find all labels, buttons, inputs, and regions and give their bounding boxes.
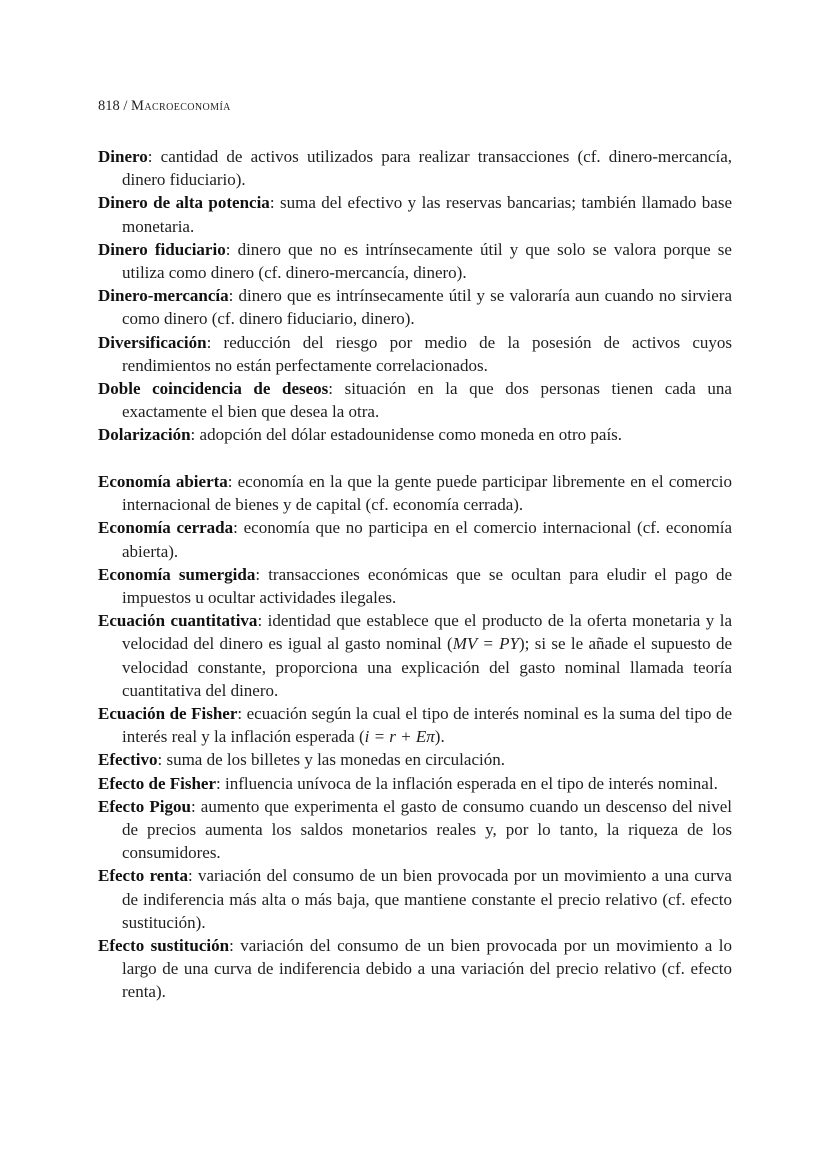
entry-term: Ecuación de Fisher <box>98 704 238 724</box>
entry-term: Economía sumergida <box>98 564 256 584</box>
entry-definition: adopción del dólar estadounidense como moneda en otro país. <box>199 425 623 445</box>
entry-definition-before: identidad que establece que el producto de la oferta monetaria y la velocidad del dinero es igual al gasto nominal ( <box>122 611 732 654</box>
entry-term: Diversificación <box>98 332 207 352</box>
glossary-entry: Ecuación cuantitativa: identidad que establece que el producto de la oferta monetaria y la velocidad del dinero es igual al gasto nominal (MV = PY); si se le añade el supuesto de velocidad constante, proporciona una explicación del gasto nominal llamada teoría cuantitativa del dinero. <box>98 611 733 700</box>
section-title: Macroeconomía <box>131 98 231 114</box>
entry-formula: MV = PY <box>452 634 519 654</box>
header-separator: / <box>123 98 128 114</box>
page-number: 818 <box>98 98 120 114</box>
entry-definition: cantidad de activos utilizados para realizar transacciones (cf. dinero-mercancía, dinero fiduciario). <box>122 147 732 190</box>
entry-definition: suma de los billetes y las monedas en circulación. <box>166 750 505 770</box>
glossary-entry: Efectivo: suma de los billetes y las monedas en circulación. <box>98 750 505 770</box>
glossary-entry: Dolarización: adopción del dólar estadounidense como moneda en otro país. <box>98 425 623 445</box>
entry-term: Economía cerrada <box>98 518 234 538</box>
glossary-entry: Economía abierta: economía en la que la gente puede participar libremente en el comercio internacional de bienes y de capital (cf. economía cerrada). <box>98 472 732 515</box>
entry-definition: variación del consumo de un bien provocada por un movimiento a una curva de indiferencia más alta o más baja, que mantiene constante el precio relativo (cf. efecto sustitución). <box>122 866 732 932</box>
glossary-entry: Dinero-mercancía: dinero que es intrínsecamente útil y se valoraría aun cuando no sirviera como dinero (cf. dinero fiduciario, dinero). <box>98 286 732 329</box>
glossary-entry: Efecto sustitución: variación del consumo de un bien provocada por un movimiento a lo largo de una curva de indiferencia debido a una variación del precio relativo (cf. efecto renta). <box>98 936 732 1002</box>
entry-term: Efecto de Fisher <box>98 773 217 793</box>
glossary-entry: Efecto renta: variación del consumo de un bien provocada por un movimiento a una curva de indiferencia más alta o más baja, que mantiene constante el precio relativo (cf. efecto sustitución). <box>98 866 732 932</box>
entry-definition: reducción del riesgo por medio de la posesión de activos cuyos rendimientos no están perfectamente correlacionados. <box>122 332 732 375</box>
glossary-entry: Diversificación: reducción del riesgo por medio de la posesión de activos cuyos rendimientos no están perfectamente correlacionados. <box>98 332 732 375</box>
running-head <box>98 96 738 116</box>
glossary-entry: Efecto de Fisher: influencia unívoca de la inflación esperada en el tipo de interés nominal. <box>98 773 718 793</box>
entry-term: Dinero fiduciario <box>98 239 226 259</box>
glossary-entry: Dinero de alta potencia: suma del efectivo y las reservas bancarias; también llamado base monetaria. <box>98 193 732 236</box>
glossary-entry: Dinero: cantidad de activos utilizados para realizar transacciones (cf. dinero-mercancía, dinero fiduciario). <box>98 147 732 190</box>
entry-definition: influencia unívoca de la inflación esperada en el tipo de interés nominal. <box>225 773 718 793</box>
entry-term: Economía abierta <box>98 472 228 491</box>
entry-term: Efectivo <box>98 750 158 770</box>
glossary-entry: Ecuación de Fisher: ecuación según la cual el tipo de interés nominal es la suma del tipo de interés real y la inflación esperada (i = r + Eπ). <box>98 704 732 747</box>
entry-formula: i = r + Eπ <box>364 727 435 747</box>
glossary-section-d <box>98 145 732 447</box>
entry-definition: variación del consumo de un bien provocada por un movimiento a lo largo de una curva de indiferencia debido a una variación del precio relativo (cf. efecto renta). <box>122 936 732 1002</box>
entry-definition: situación en la que dos personas tienen cada una exactamente el bien que desea la otra. <box>122 379 732 422</box>
glossary-entry: Efecto Pigou: aumento que experimenta el gasto de consumo cuando un descenso del nivel de precios aumenta los saldos monetarios reales y, por lo tanto, la riqueza de los consumidores. <box>98 796 732 863</box>
entry-definition: transacciones económicas que se ocultan para eludir el pago de impuestos u ocultar actividades ilegales. <box>122 564 732 608</box>
entry-definition-after: ); si se le añade el supuesto de velocidad constante, proporciona una explicación del gasto nominal llamada teoría cuantitativa del dinero. <box>122 634 733 700</box>
entry-term: Dolarización <box>98 425 191 445</box>
entry-definition: suma del efectivo y las reservas bancarias; también llamado base monetaria. <box>122 193 732 236</box>
glossary-section-e <box>98 470 732 1004</box>
entry-term: Efecto sustitución <box>98 936 230 956</box>
entry-definition: aumento que experimenta el gasto de consumo cuando un descenso del nivel de precios aumenta los saldos monetarios reales y, por lo tanto, la riqueza de los consumidores. <box>122 796 732 863</box>
glossary-entry: Economía sumergida: transacciones económicas que se ocultan para eludir el pago de impuestos u ocultar actividades ilegales. <box>98 564 732 608</box>
entry-term: Dinero <box>98 147 148 166</box>
entry-term: Dinero-mercancía <box>98 286 229 306</box>
entry-definition: dinero que no es intrínsecamente útil y que solo se valora porque se utiliza como dinero (cf. dinero-mercancía, dinero). <box>122 239 732 283</box>
entry-definition: economía que no participa en el comercio internacional (cf. economía abierta). <box>122 518 732 561</box>
entry-term: Efecto Pigou <box>98 796 191 816</box>
entry-definition: dinero que es intrínsecamente útil y se valoraría aun cuando no sirviera como dinero (cf. dinero fiduciario, dinero). <box>122 286 732 329</box>
entry-definition-before: ecuación según la cual el tipo de interés nominal es la suma del tipo de interés real y la inflación esperada ( <box>122 704 732 747</box>
glossary-entry: Dinero fiduciario: dinero que no es intrínsecamente útil y que solo se valora porque se utiliza como dinero (cf. dinero-mercancía, dinero). <box>98 239 732 283</box>
entry-term: Ecuación cuantitativa <box>98 611 258 631</box>
glossary-entry: Doble coincidencia de deseos: situación en la que dos personas tienen cada una exactamente el bien que desea la otra. <box>98 379 732 422</box>
entry-term: Doble coincidencia de deseos <box>98 379 329 399</box>
entry-term: Efecto renta <box>98 866 188 886</box>
entry-term: Dinero de alta potencia <box>98 193 270 213</box>
entry-definition-after: ). <box>434 727 445 747</box>
glossary-entry: Economía cerrada: economía que no participa en el comercio internacional (cf. economía abierta). <box>98 518 732 561</box>
entry-definition: economía en la que la gente puede participar libremente en el comercio internacional de bienes y de capital (cf. economía cerrada). <box>122 472 732 515</box>
